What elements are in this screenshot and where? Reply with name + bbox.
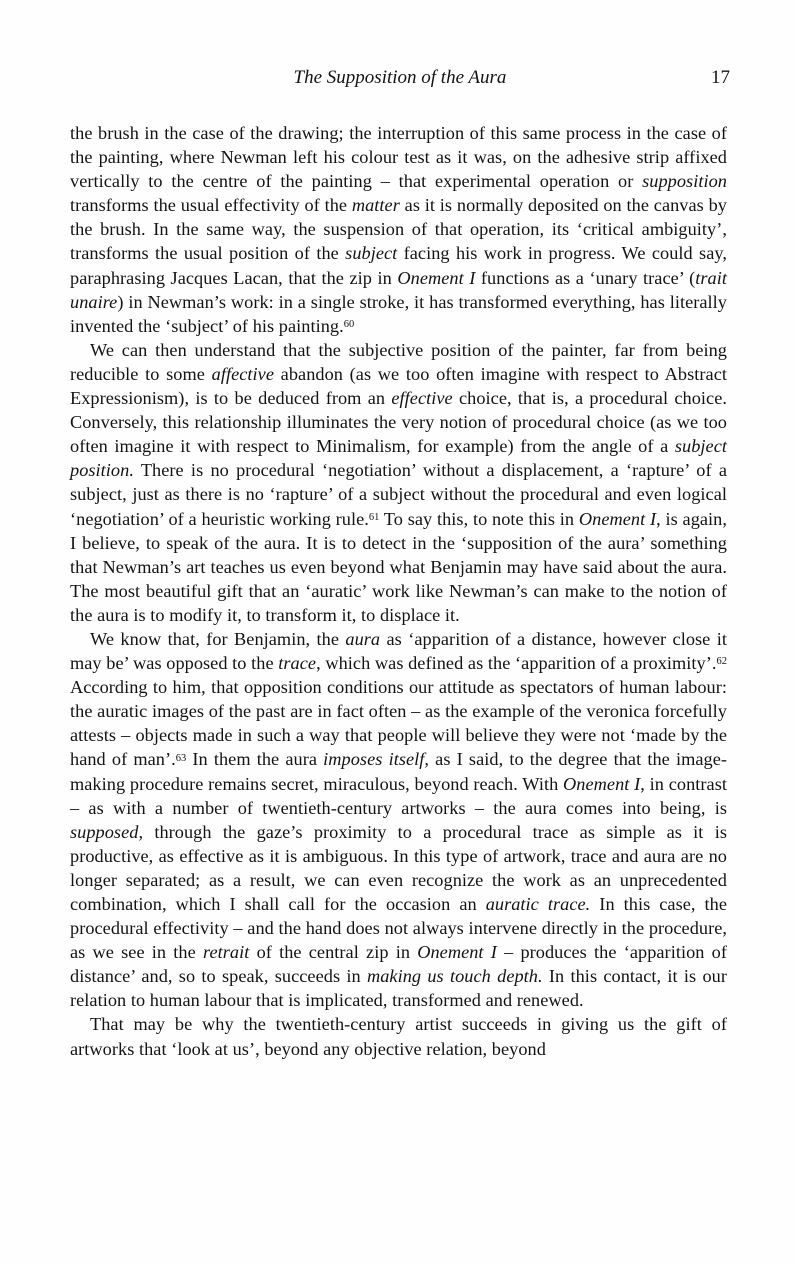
italic-run: affective	[211, 363, 274, 384]
text-run: In this contact, it is our relation to human labour that is implicated, transformed and renewed.	[70, 966, 727, 1011]
text-run: To say this, to note this in	[379, 508, 579, 529]
text-run: as it is normally deposited on the canvas by the brush. In the same way, the suspension of that operation, its ‘critical ambiguity’, transforms the usual position of the	[70, 195, 727, 264]
italic-run: trace	[278, 653, 317, 674]
footnote-ref: 62	[716, 656, 727, 668]
page-body	[70, 121, 727, 1061]
italic-run: matter	[351, 195, 400, 216]
paragraph	[70, 338, 727, 627]
italic-run: Onement I	[563, 773, 641, 794]
italic-run: aura	[345, 628, 381, 649]
page-number: 17	[711, 67, 730, 88]
text-run: We can then understand that the subjective position of the painter, far from being reducible to some	[70, 339, 727, 384]
text-run: as ‘apparition of a distance, however close it may be’ was opposed to the	[70, 628, 727, 674]
text-run: transforms the usual effectivity of the	[70, 195, 352, 216]
text-run: choice, that is, a procedural choice. Conversely, this relationship illuminates the very notion of procedural choice (as we too often imagine it with respect to Minimalism, for example) from the angle of a	[70, 388, 727, 457]
italic-run: supposed,	[70, 821, 144, 842]
italic-run: effective	[391, 388, 453, 409]
footnote-ref: 61	[368, 511, 380, 523]
italic-run: Onement I	[417, 942, 497, 963]
text-run: There is no procedural ‘negotiation’ without a displacement, a ‘rapture’ of a subject, just as there is no ‘rapture’ of a subject without the procedural and even logical ‘negotiation’ of a heuristic working rule.	[70, 460, 727, 529]
text-run: – produces the ‘apparition of distance’ and, so to speak, succeeds in	[70, 942, 727, 987]
italic-run: trait unaire	[70, 267, 728, 312]
text-run: as I said, to the degree that the image-making procedure remains secret, miraculous, beyond reach. With	[70, 749, 728, 794]
text-run: , which was defined as the ‘apparition of a proximity’.	[316, 653, 717, 674]
paragraph	[70, 121, 727, 338]
text-run: In them the aura	[186, 749, 324, 770]
italic-run: subject position.	[70, 436, 727, 481]
running-title: The Supposition of the Aura	[293, 67, 507, 88]
italic-run: subject	[345, 243, 398, 264]
text-run: That may be why the twentieth-century artist succeeds in giving us the gift of artworks that ‘look at us’, beyond any objective relation, beyond	[70, 1014, 727, 1059]
italic-run: Onement I	[578, 508, 657, 529]
text-run: In this case, the procedural effectivity – and the hand does not always intervene directly in the procedure, as we see in the	[70, 894, 728, 963]
text-run: the brush in the case of the drawing; the interruption of this same process in the case of the painting, where Newman left his colour test as it was, on the adhesive strip affixed vertically to the centre of the painting – that experimental operation or	[70, 123, 727, 192]
italic-run: supposition	[642, 171, 727, 192]
text-run: We know that, for Benjamin, the	[90, 628, 346, 649]
italic-run: Onement I	[397, 267, 476, 288]
text-run: through the gaze’s proximity to a procedural trace as simple as it is productive, as effective as it is ambiguous. In this type of artwork, trace and aura are no longer separated; as a result, we can even recognize the work as an unprecedented combination, which I shall call for the occasion an	[70, 821, 727, 914]
paragraph	[70, 1012, 727, 1060]
text-run: of the central zip in	[249, 942, 418, 963]
paragraph	[70, 627, 727, 1013]
text-run: According to him, that opposition conditions our attitude as spectators of human labour: the auratic images of the past are in fact often – as the example of the veronica forcefully attests – objects made in such a way that people will believe they were not ‘made by the hand of man’.	[70, 677, 727, 770]
text-run: facing his work in progress. We could say, paraphrasing Jacques Lacan, that the zip in	[70, 243, 727, 288]
italic-run: retrait	[202, 942, 250, 963]
text-run: , in contrast – as with a number of twentieth-century artworks – the aura comes into being, is	[70, 773, 727, 818]
footnote-ref: 60	[343, 319, 355, 331]
text-run: abandon (as we too often imagine with respect to Abstract Expressionism), is to be deduced from an	[70, 363, 727, 409]
text-run: , is again, I believe, to speak of the aura. It is to detect in the ‘supposition of the aura’ something that Newman’s art teaches us even beyond what Benjamin may have said about the aura. The most beautiful gift that an ‘auratic’ work like Newman’s can make to the notion of the aura is to modify it, to transform it, to displace it.	[70, 508, 727, 625]
footnote-ref: 63	[175, 752, 187, 764]
running-head	[70, 66, 730, 92]
text-run: ) in Newman’s work: in a single stroke, it has transformed everything, has literally invented the ‘subject’ of his painting.	[70, 291, 727, 336]
italic-run: imposes itself,	[323, 749, 430, 770]
italic-run: auratic trace.	[485, 894, 591, 914]
text-run: functions as a ‘unary trace’ (	[475, 267, 696, 288]
italic-run: making us touch depth.	[366, 966, 543, 987]
